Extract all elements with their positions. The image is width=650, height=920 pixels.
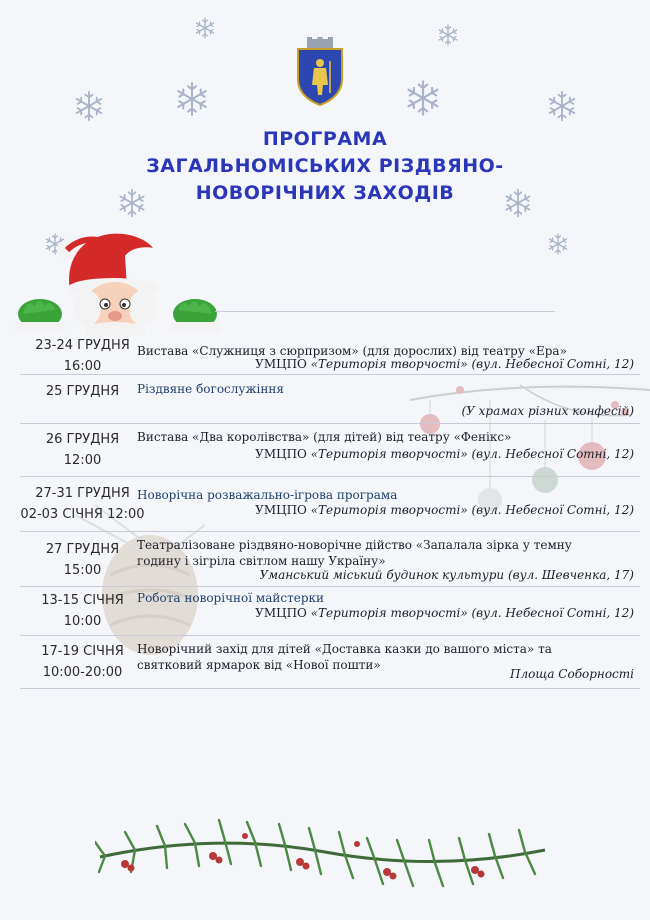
event-row xyxy=(20,636,640,689)
divider xyxy=(215,311,555,312)
event-venue: УМЦПО «Територія творчості» (вул. Небесної Сотні, 12) xyxy=(255,503,634,517)
event-venue: УМЦПО «Територія творчості» (вул. Небесної Сотні, 12) xyxy=(255,447,634,461)
event-description: Новорічний захід для дітей «Доставка казки до вашого міста» та святковий ярмарок від «Нової пошти» xyxy=(137,642,552,672)
snowflake-icon xyxy=(173,80,211,118)
events-list xyxy=(20,334,640,689)
event-venue: (У храмах різних конфесій) xyxy=(461,404,634,418)
event-venue: Уманський міський будинок культури (вул. Шевченка, 17) xyxy=(259,568,634,582)
event-description: Робота новорічної майстерки xyxy=(137,591,325,605)
snowflake-icon xyxy=(436,23,460,47)
coat-of-arms-icon xyxy=(290,37,350,107)
event-date: 13-15 СІЧНЯ 10:00 xyxy=(41,593,124,629)
event-venue: УМЦПО «Територія творчості» (вул. Небесної Сотні, 12) xyxy=(255,357,634,371)
event-date: 26 ГРУДНЯ 12:00 xyxy=(45,432,120,468)
event-description: Вистава «Два королівства» (для дітей) від театру «Фенікс» xyxy=(137,430,512,444)
garland-decoration xyxy=(95,812,550,892)
event-description: Театралізоване різдвяно-новорічне дійство «Запалала зірка у темну годину і зігріла світлом нашу Україну» xyxy=(137,538,572,568)
santa-illustration xyxy=(15,226,220,336)
snowflake-icon xyxy=(403,78,443,118)
title-line: НОВОРІЧНИХ ЗАХОДІВ xyxy=(195,182,455,204)
event-row xyxy=(20,334,640,375)
event-venue: УМЦПО «Територія творчості» (вул. Небесної Сотні, 12) xyxy=(255,606,634,620)
snowflake-icon xyxy=(545,89,579,123)
event-venue: Площа Соборності xyxy=(509,667,634,681)
event-date: 27 ГРУДНЯ 15:00 xyxy=(45,542,120,578)
event-description: Новорічна розважально-ігрова програма xyxy=(137,488,398,502)
snowflake-icon xyxy=(546,232,570,256)
snowflake-icon xyxy=(72,89,106,123)
event-description: Вистава «Служниця з сюрпризом» (для дорослих) від театру «Ера» xyxy=(137,344,567,358)
page-title xyxy=(0,126,650,207)
event-row xyxy=(20,477,640,532)
event-date: 27-31 ГРУДНЯ 02-03 СІЧНЯ 12:00 xyxy=(20,486,145,522)
event-date: 25 ГРУДНЯ xyxy=(45,384,120,399)
title-line: ЗАГАЛЬНОМІСЬКИХ РІЗДВЯНО- xyxy=(146,155,504,177)
event-row xyxy=(20,532,640,587)
event-description: Різдвяне богослужіння xyxy=(137,382,284,396)
event-date: 17-19 СІЧНЯ 10:00-20:00 xyxy=(41,644,124,680)
event-row xyxy=(20,375,640,424)
snowflake-icon xyxy=(193,16,217,40)
event-row xyxy=(20,424,640,477)
event-row xyxy=(20,587,640,636)
title-line: ПРОГРАМА xyxy=(262,128,388,150)
event-date: 23-24 ГРУДНЯ 16:00 xyxy=(35,338,130,374)
